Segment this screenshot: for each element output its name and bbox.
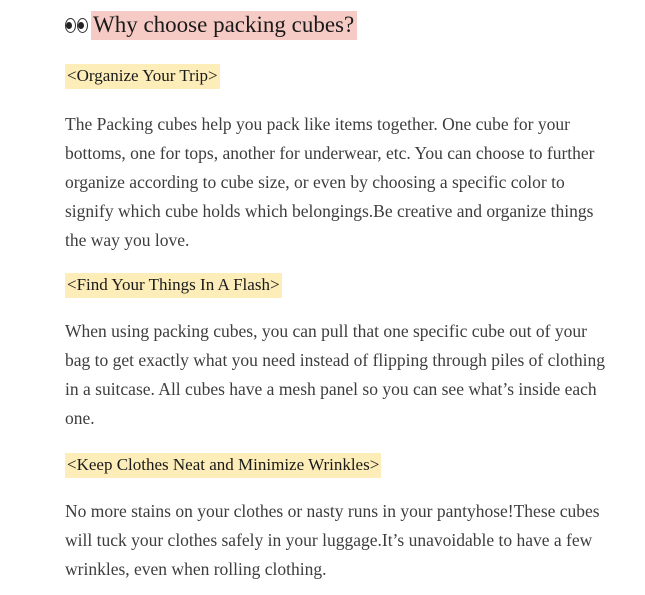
section-body-neat: No more stains on your clothes or nasty runs in your pantyhose!These cubes will tuck your clothes safely in your luggage.It’s unavoidable to have a few wrinkles, even when rolling clothing. [65,501,600,579]
article-title: Why choose packing cubes? [91,11,357,40]
section-body-find: When using packing cubes, you can pull that one specific cube out of your bag to get exactly what you need instead of flipping through piles of clothing in a suitcase. All cubes have a mesh panel so you can see what’s inside each one. [65,321,605,428]
eyes-icon [65,18,88,33]
section-body-organize: The Packing cubes help you pack like items together. One cube for your bottoms, one for tops, another for underwear, etc. You can choose to further organize according to cube size, or even by choosing a specific color to signify which cube holds which belongings.Be creative and organize things the way you love. [65,114,595,250]
section-heading-find: <Find Your Things In A Flash> [65,273,282,298]
section-heading-organize: <Organize Your Trip> [65,64,220,89]
article-title-row [65,10,357,40]
section-heading-neat: <Keep Clothes Neat and Minimize Wrinkles> [65,453,381,478]
